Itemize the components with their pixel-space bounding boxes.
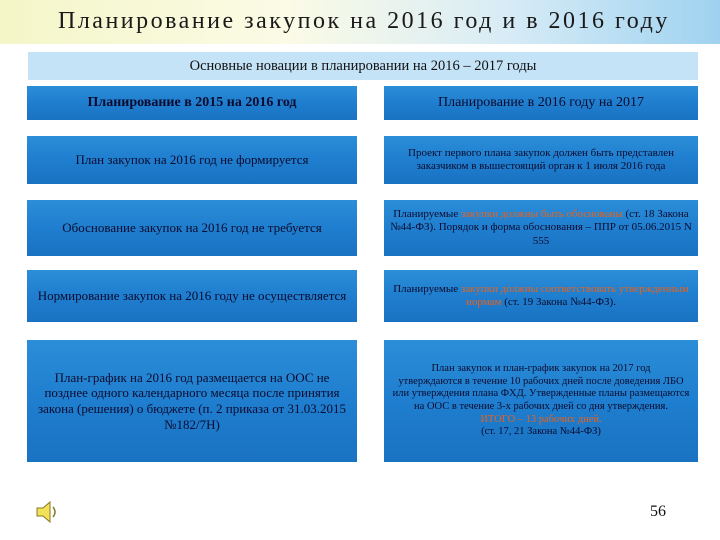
row-4-left: План-график на 2016 год размещается на ООС не позднее одного календарного месяца после принятия закона (решения) о бюджете (п. 2 приказа от 31.03.2015 №182/7Н): [27, 340, 357, 462]
row-4-right-body: утверждаются в течение 10 рабочих дней после доведения ЛБО или утверждения плана ФХД. Утвержденные планы размещаются на ООС в течение 3-х рабочих дней со дня утверждения.: [392, 375, 690, 412]
row-1-left: План закупок на 2016 год не формируется: [27, 136, 357, 184]
row-3-right-highlight: закупки должны соответствовать утвержденным нормам: [460, 282, 689, 308]
row-3-right-text-c: (ст. 19 Закона №44-ФЗ).: [501, 296, 616, 308]
row-4-right-title: План закупок и план-график закупок на 2017 год: [431, 363, 651, 375]
row-1-right: Проект первого плана закупок должен быть представлен заказчиком в вышестоящий орган к 1 июля 2016 года: [384, 136, 698, 184]
subtitle: Основные новации в планировании на 2016 – 2017 годы: [28, 52, 698, 80]
right-column-header: Планирование в 2016 году на 2017: [384, 86, 698, 120]
row-4-right-total: ИТОГО – 13 рабочих дней.: [480, 413, 602, 425]
title-bar: [0, 0, 720, 44]
left-column-header: Планирование в 2015 на 2016 год: [27, 86, 357, 120]
row-3-right: [384, 270, 698, 322]
row-3-left: Нормирование закупок на 2016 году не осуществляется: [27, 270, 357, 322]
row-4-right: [384, 340, 698, 462]
slide-title: Планирование закупок на 2016 год и в 2016 году: [58, 8, 670, 34]
row-2-right-highlight: закупки должны быть обоснованы: [460, 208, 623, 221]
speaker-icon[interactable]: [34, 498, 60, 526]
page-number: 56: [650, 503, 666, 520]
row-3-right-text-a: Планируемые: [393, 282, 461, 295]
row-2-right-text-a: Планируемые: [393, 208, 461, 221]
row-4-right-law: (ст. 17, 21 Закона №44-ФЗ): [481, 426, 601, 438]
row-2-right-text-c: (ст. 18 Закона №44-ФЗ). Порядок и форма обоснования – ППР от 05.06.2015 N 555: [390, 208, 692, 247]
row-2-left: Обоснование закупок на 2016 год не требуется: [27, 200, 357, 256]
row-2-right: [384, 200, 698, 256]
